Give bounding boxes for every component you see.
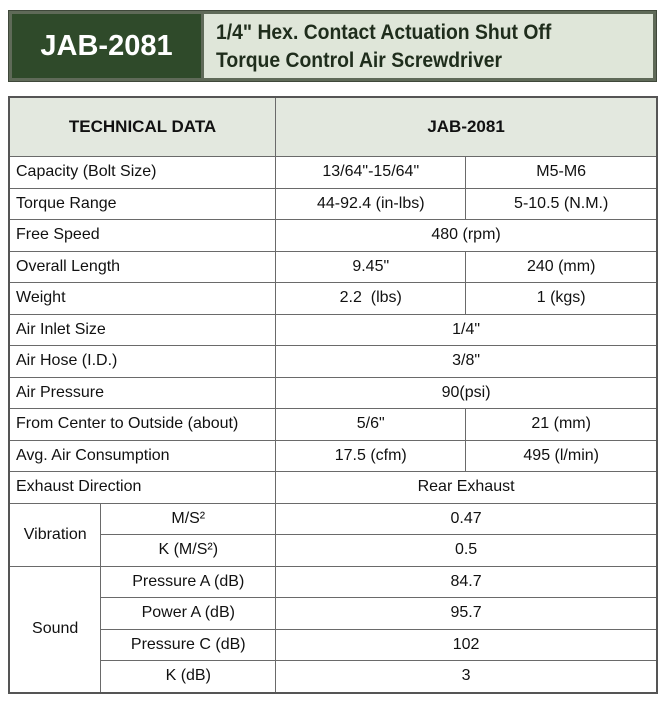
row-value-imperial: 2.2 (lbs) xyxy=(276,283,466,315)
row-label: Air Hose (I.D.) xyxy=(9,346,276,378)
vibration-sublabel: M/S² xyxy=(101,503,276,535)
row-label: From Center to Outside (about) xyxy=(9,409,276,441)
table-row xyxy=(9,220,657,252)
title-banner xyxy=(8,10,657,82)
table-row xyxy=(9,440,657,472)
row-value-metric: 240 (mm) xyxy=(466,251,657,283)
vibration-row xyxy=(9,503,657,535)
product-title-line2: Torque Control Air Screwdriver xyxy=(216,48,503,72)
row-value-imperial: 9.45" xyxy=(276,251,466,283)
table-row xyxy=(9,157,657,189)
row-value-metric: 5-10.5 (N.M.) xyxy=(466,188,657,220)
vibration-sublabel: K (M/S²) xyxy=(101,535,276,567)
table-row xyxy=(9,251,657,283)
row-value: 90(psi) xyxy=(276,377,657,409)
sound-sublabel: Pressure C (dB) xyxy=(101,629,276,661)
row-label: Weight xyxy=(9,283,276,315)
row-label: Overall Length xyxy=(9,251,276,283)
table-row xyxy=(9,283,657,315)
technical-data-header: TECHNICAL DATA xyxy=(9,97,276,157)
sound-sublabel: Pressure A (dB) xyxy=(101,566,276,598)
row-label: Free Speed xyxy=(9,220,276,252)
row-label: Exhaust Direction xyxy=(9,472,276,504)
technical-data-table xyxy=(8,96,658,694)
row-value-imperial: 17.5 (cfm) xyxy=(276,440,466,472)
row-label: Capacity (Bolt Size) xyxy=(9,157,276,189)
table-row xyxy=(9,314,657,346)
sound-row xyxy=(9,629,657,661)
row-value: 1/4" xyxy=(276,314,657,346)
vibration-group-label: Vibration xyxy=(9,503,101,566)
table-row xyxy=(9,346,657,378)
sound-row xyxy=(9,661,657,693)
model-header: JAB-2081 xyxy=(276,97,657,157)
row-value: 480 (rpm) xyxy=(276,220,657,252)
row-value-imperial: 5/6" xyxy=(276,409,466,441)
row-value-imperial: 44-92.4 (in-lbs) xyxy=(276,188,466,220)
sound-sublabel: K (dB) xyxy=(101,661,276,693)
row-label: Avg. Air Consumption xyxy=(9,440,276,472)
row-value-imperial: 13/64"-15/64" xyxy=(276,157,466,189)
sound-group-label: Sound xyxy=(9,566,101,693)
row-label: Air Inlet Size xyxy=(9,314,276,346)
row-value-metric: 495 (l/min) xyxy=(466,440,657,472)
table-row xyxy=(9,377,657,409)
table-row xyxy=(9,472,657,504)
table-row xyxy=(9,409,657,441)
row-value: 3/8" xyxy=(276,346,657,378)
product-title xyxy=(204,14,653,78)
sound-row xyxy=(9,598,657,630)
model-name: JAB-2081 xyxy=(12,14,201,78)
sound-value: 84.7 xyxy=(276,566,657,598)
sound-sublabel: Power A (dB) xyxy=(101,598,276,630)
sound-row xyxy=(9,566,657,598)
vibration-row xyxy=(9,535,657,567)
row-label: Air Pressure xyxy=(9,377,276,409)
table-row xyxy=(9,188,657,220)
sound-value: 95.7 xyxy=(276,598,657,630)
vibration-value: 0.5 xyxy=(276,535,657,567)
row-label: Torque Range xyxy=(9,188,276,220)
row-value-metric: M5-M6 xyxy=(466,157,657,189)
table-header-row xyxy=(9,97,657,157)
row-value-metric: 21 (mm) xyxy=(466,409,657,441)
row-value-metric: 1 (kgs) xyxy=(466,283,657,315)
row-value: Rear Exhaust xyxy=(276,472,657,504)
sound-value: 102 xyxy=(276,629,657,661)
product-title-line1: 1/4" Hex. Contact Actuation Shut Off xyxy=(216,20,552,44)
vibration-value: 0.47 xyxy=(276,503,657,535)
sound-value: 3 xyxy=(276,661,657,693)
